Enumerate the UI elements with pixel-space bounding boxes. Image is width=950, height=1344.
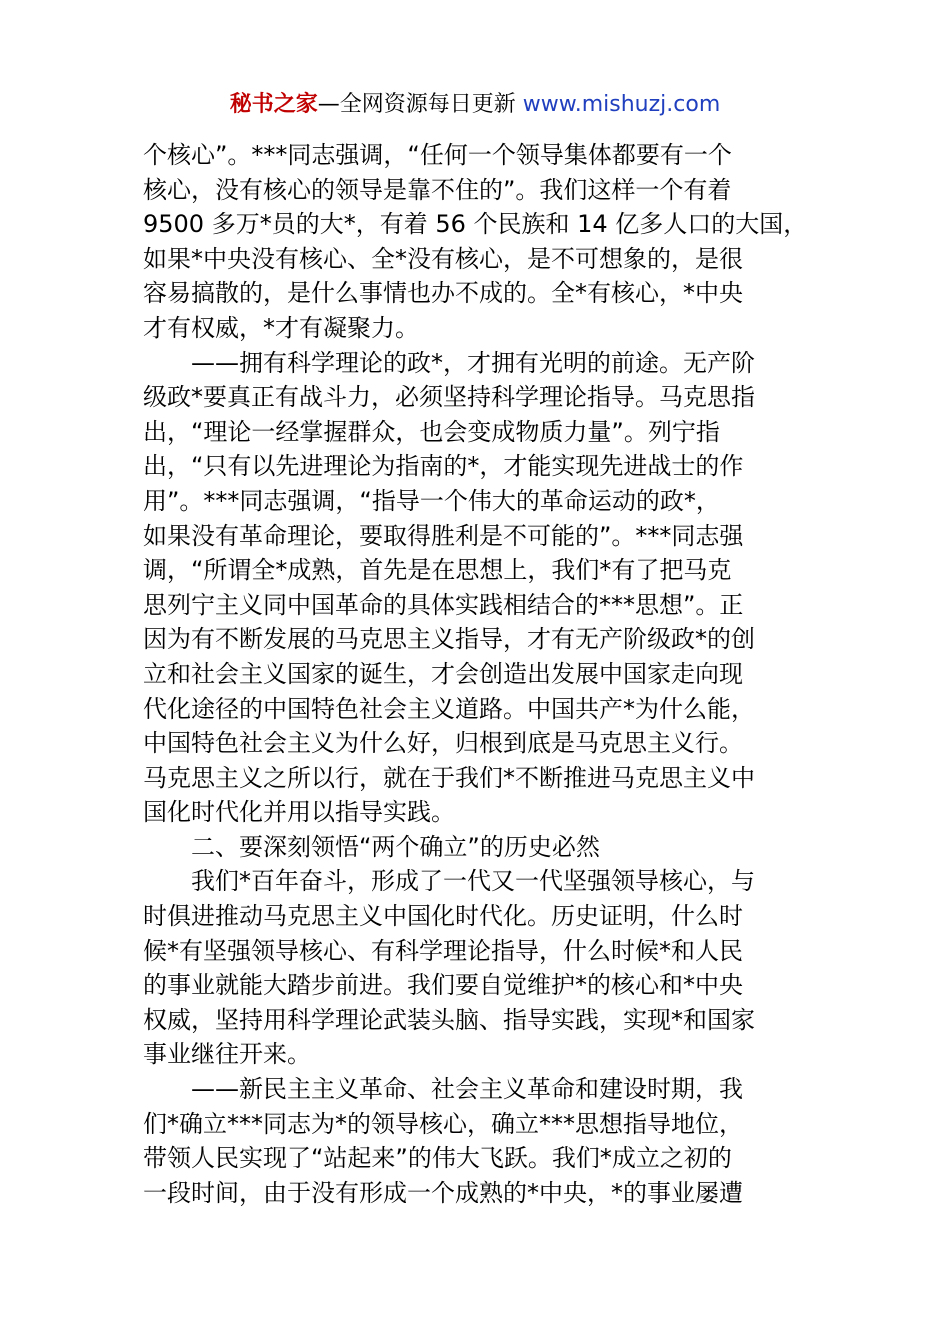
text-line: 出，“只有以先进理论为指南的*，才能实现先进战士的作 — [143, 452, 744, 481]
text-line: 才有权威，*才有凝聚力。 — [143, 313, 419, 342]
text-line: 9500 多万*员的大*，有着 56 个民族和 14 亿多人口的大国， — [143, 210, 808, 239]
text-line: 用”。***同志强调，“指导一个伟大的革命运动的政*， — [143, 486, 720, 515]
text-line: 代化途径的中国特色社会主义道路。中国共产*为什么能， — [143, 694, 755, 723]
site-name: 秘书之家 — [229, 92, 318, 117]
text-line: 如果*中央没有核心、全*没有核心，是不可想象的，是很 — [143, 244, 743, 273]
text-line: 出，“理论一经掌握群众，也会变成物质力量”。列宁指 — [143, 417, 720, 446]
text-line: 国化时代化并用以指导实践。 — [143, 798, 455, 827]
text-line: 时俱进推动马克思主义中国化时代化。历史证明，什么时 — [143, 902, 743, 931]
site-url-link[interactable]: www.mishuzj.com — [522, 92, 721, 117]
text-line: 因为有不断发展的马克思主义指导，才有无产阶级政*的创 — [143, 625, 755, 654]
text-line: ——拥有科学理论的政*，才拥有光明的前途。无产阶 — [191, 348, 755, 377]
text-line: 权威，坚持用科学理论武装头脑、指导实践，实现*和国家 — [143, 1005, 755, 1034]
text-line: 带领人民实现了“站起来”的伟大飞跃。我们*成立之初的 — [143, 1144, 732, 1173]
text-line: 我们*百年奋斗，形成了一代又一代坚强领导核心，与 — [191, 867, 755, 896]
text-line: 中国特色社会主义为什么好，归根到底是马克思主义行。 — [143, 729, 743, 758]
site-tagline: —全网资源每日更新 — [317, 92, 523, 117]
document-body — [143, 138, 808, 1210]
text-line: 立和社会主义国家的诞生，才会创造出发展中国家走向现 — [143, 659, 743, 688]
text-line: 候*有坚强领导核心、有科学理论指导，什么时候*和人民 — [143, 936, 743, 965]
text-line: 事业继往开来。 — [143, 1040, 311, 1069]
text-line: 级政*要真正有战斗力，必须坚持科学理论指导。马克思指 — [143, 383, 755, 412]
document-header — [0, 88, 950, 122]
text-line: 容易搞散的，是什么事情也办不成的。全*有核心，*中央 — [143, 279, 743, 308]
text-line: 核心，没有核心的领导是靠不住的”。我们这样一个有着 — [143, 175, 732, 204]
text-line: 一段时间，由于没有形成一个成熟的*中央，*的事业屡遭 — [143, 1178, 743, 1207]
text-line: 们*确立***同志为*的领导核心，确立***思想指导地位， — [143, 1109, 743, 1138]
text-line: 思列宁主义同中国革命的具体实践相结合的***思想”。正 — [143, 590, 744, 619]
text-line: ——新民主主义革命、社会主义革命和建设时期，我 — [191, 1075, 743, 1104]
text-line: 马克思主义之所以行，就在于我们*不断推进马克思主义中 — [143, 763, 755, 792]
text-line: 个核心”。***同志强调，“任何一个领导集体都要有一个 — [143, 141, 732, 169]
text-line: 如果没有革命理论，要取得胜利是不可能的”。***同志强 — [143, 521, 744, 550]
text-line: 的事业就能大踏步前进。我们要自觉维护*的核心和*中央 — [143, 971, 743, 1000]
text-line: 二、要深刻领悟“两个确立”的历史必然 — [191, 832, 600, 861]
text-line: 调，“所谓全*成熟，首先是在思想上，我们*有了把马克 — [143, 556, 732, 585]
